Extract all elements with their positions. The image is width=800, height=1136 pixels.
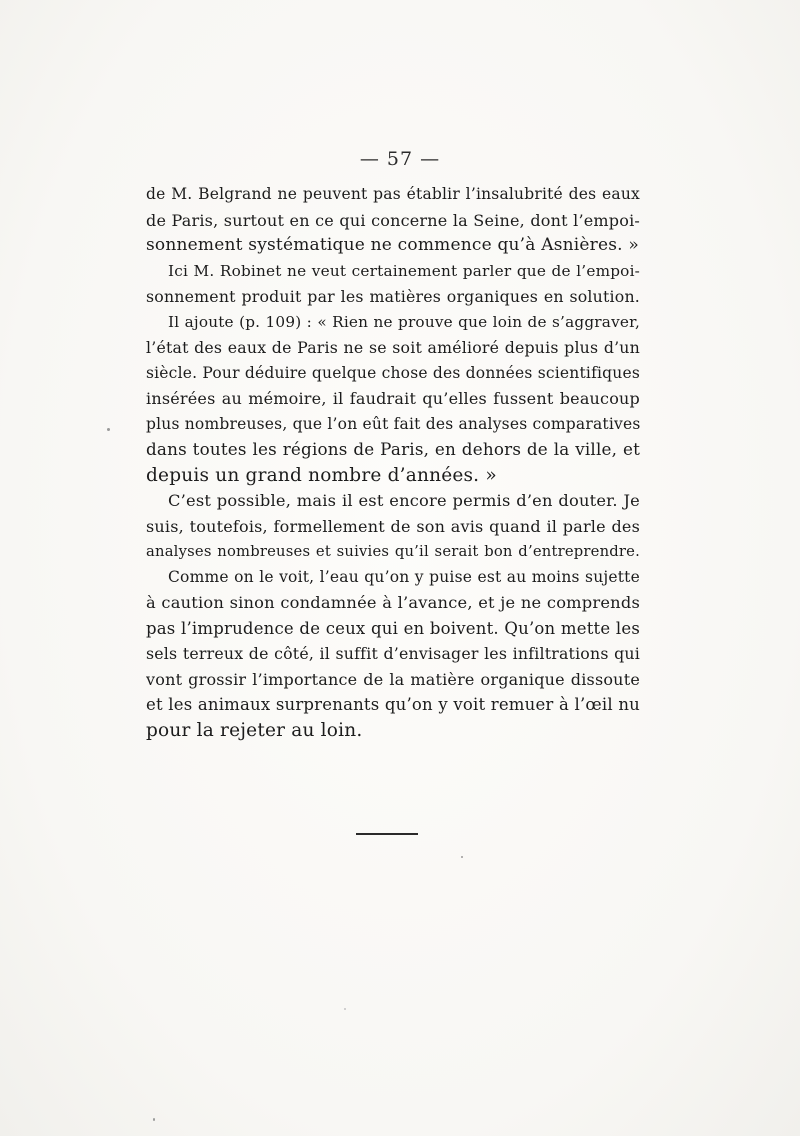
text-line: l’état des eaux de Paris ne se soit amélioré depuis plus d’un — [146, 338, 640, 357]
text-line: Comme on le voit, l’eau qu’on y puise est au moins sujette — [168, 567, 640, 586]
text-line: pour la rejeter au loin. — [146, 719, 363, 741]
paper-speck — [153, 1118, 155, 1121]
text-line: vont grossir l’importance de la matière organique dissoute — [146, 669, 640, 689]
text-line: de Paris, surtout en ce qui concerne la Seine, dont l’empoi- — [146, 210, 640, 230]
text-line: et les animaux surprenants qu’on y voit remuer à l’œil nu — [146, 695, 640, 714]
text-line: sonnement systématique ne commence qu’à Asnières. » — [146, 235, 639, 255]
closing-rule — [356, 833, 418, 835]
paper-speck — [344, 1008, 346, 1010]
text-line: siècle. Pour déduire quelque chose des données scientifiques — [146, 363, 640, 382]
text-line: depuis un grand nombre d’années. » — [146, 464, 497, 486]
text-line: suis, toutefois, formellement de son avis quand il parle des — [146, 516, 640, 536]
text-line: plus nombreuses, que l’on eût fait des analyses comparatives — [146, 414, 640, 433]
text-line: Ici M. Robinet ne veut certainement parler que de l’empoi- — [168, 261, 640, 280]
paper-speck — [461, 856, 463, 858]
text-line: pas l’imprudence de ceux qui en boivent. Qu’on mette les — [146, 618, 640, 638]
text-line: C’est possible, mais il est encore permis d’en douter. Je — [168, 491, 640, 510]
text-line: à caution sinon condamnée à l’avance, et je ne comprends — [146, 593, 640, 612]
text-line: insérées au mémoire, il faudrait qu’elles fussent beaucoup — [146, 389, 640, 408]
text-line: sels terreux de côté, il suffit d’envisager les infiltrations qui — [146, 644, 640, 663]
text-line: sonnement produit par les matières organiques en solution. — [146, 287, 640, 306]
paper-speck — [107, 428, 110, 431]
page-number-header: — 57 — — [359, 148, 441, 170]
body-text — [146, 182, 640, 743]
text-line: analyses nombreuses et suivies qu’il serait bon d’entreprendre. — [146, 543, 640, 560]
text-line: dans toutes les régions de Paris, en dehors de la ville, et — [146, 439, 640, 459]
text-line: de M. Belgrand ne peuvent pas établir l’insalubrité des eaux — [146, 185, 640, 203]
text-line: Il ajoute (p. 109) : « Rien ne prouve que loin de s’aggraver, — [168, 312, 640, 331]
